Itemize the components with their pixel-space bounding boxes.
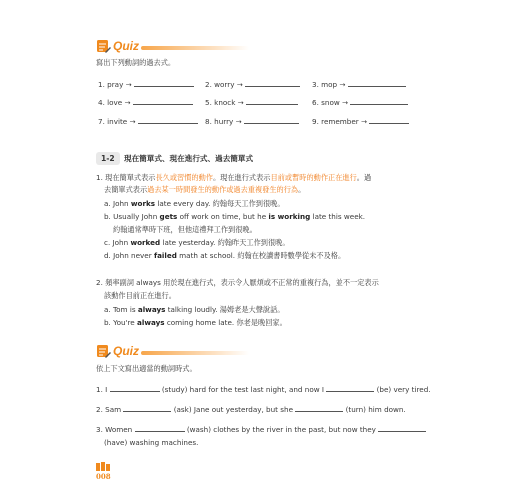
quiz1-item: 5. knock → xyxy=(205,98,298,108)
quiz2-question-2: 2. Sam (ask) Jane out yesterday, but she (turn) him down. xyxy=(96,405,406,414)
quiz1-item: 3. mop → xyxy=(312,80,406,90)
answer-blank[interactable] xyxy=(123,405,171,412)
page-marker-icon xyxy=(96,462,110,472)
quiz-title-bar xyxy=(141,351,249,355)
quiz1-item: 7. invite → xyxy=(98,117,198,127)
pencil-note-icon xyxy=(96,344,111,359)
grammar-point-2-line2: 該動作目前正在進行。 xyxy=(104,291,176,300)
example-sentence: a. Tom is always talking loudly. 湯姆老是大聲說話。 xyxy=(104,305,285,314)
answer-blank[interactable] xyxy=(348,80,406,87)
example-sentence: b. You're always coming home late. 你老是晚回家。 xyxy=(104,318,287,327)
answer-blank[interactable] xyxy=(326,385,374,392)
quiz-header-1 xyxy=(96,39,256,55)
page-number: 008 xyxy=(96,472,111,481)
answer-blank[interactable] xyxy=(246,98,298,105)
quiz1-item: 2. worry → xyxy=(205,80,300,90)
quiz1-item: 8. hurry → xyxy=(205,117,299,127)
example-sentence: c. John worked late yesterday. 約翰昨天工作到很晚。 xyxy=(104,238,290,247)
grammar-point-1-line1: 1. 現在簡單式表示長久或習慣的動作。現在進行式表示目前或暫時的動作正在進行。過 xyxy=(96,173,372,182)
pencil-note-icon xyxy=(96,39,111,54)
answer-blank[interactable] xyxy=(110,385,160,392)
quiz-title: Quiz xyxy=(113,344,139,358)
grammar-point-2-line1: 2. 頻率副詞 always 用於現在進行式，表示令人厭煩或不正常的重複行為，並不一定表示 xyxy=(96,278,379,287)
grammar-point-1-line2: 去簡單式表示過去某一時間發生的動作或過去重複發生的行為。 xyxy=(104,185,306,194)
quiz2-question-1: 1. I (study) hard for the test last night, and now I (be) very tired. xyxy=(96,385,431,394)
section-badge: 1-2 xyxy=(96,152,120,165)
quiz1-instruction: 寫出下列動詞的過去式。 xyxy=(96,58,176,67)
quiz-title: Quiz xyxy=(113,39,139,53)
quiz1-item: 1. pray → xyxy=(98,80,194,90)
quiz-header-2 xyxy=(96,344,256,360)
answer-blank[interactable] xyxy=(295,405,343,412)
answer-blank[interactable] xyxy=(138,117,198,124)
quiz2-instruction: 依上下文寫出適當的動詞時式。 xyxy=(96,364,197,373)
answer-blank[interactable] xyxy=(378,425,426,432)
quiz2-question-3: 3. Women (wash) clothes by the river in the past, but now they xyxy=(96,425,426,435)
example-sentence: d. John never failed math at school. 約翰在校讀書時數學從未不及格。 xyxy=(104,251,346,260)
quiz-title-bar xyxy=(141,46,249,50)
example-sentence: b. Usually John gets off work on time, but he is working late this week. xyxy=(104,212,366,221)
answer-blank[interactable] xyxy=(369,117,409,124)
answer-blank[interactable] xyxy=(133,98,193,105)
quiz1-item: 4. love → xyxy=(98,98,193,108)
quiz1-item: 9. remember → xyxy=(312,117,409,127)
answer-blank[interactable] xyxy=(134,80,194,87)
answer-blank[interactable] xyxy=(135,425,185,432)
example-sentence: a. John works late every day. 約翰每天工作到很晚。 xyxy=(104,199,285,208)
answer-blank[interactable] xyxy=(244,117,299,124)
answer-blank[interactable] xyxy=(245,80,300,87)
example-translation: 約翰通常準時下班，但他這禮拜工作到很晚。 xyxy=(113,225,257,234)
quiz1-item: 6. snow → xyxy=(312,98,408,108)
section-title: 現在簡單式、現在進行式、過去簡單式 xyxy=(124,154,254,163)
answer-blank[interactable] xyxy=(350,98,408,105)
quiz2-question-3-cont: (have) washing machines. xyxy=(104,438,199,447)
